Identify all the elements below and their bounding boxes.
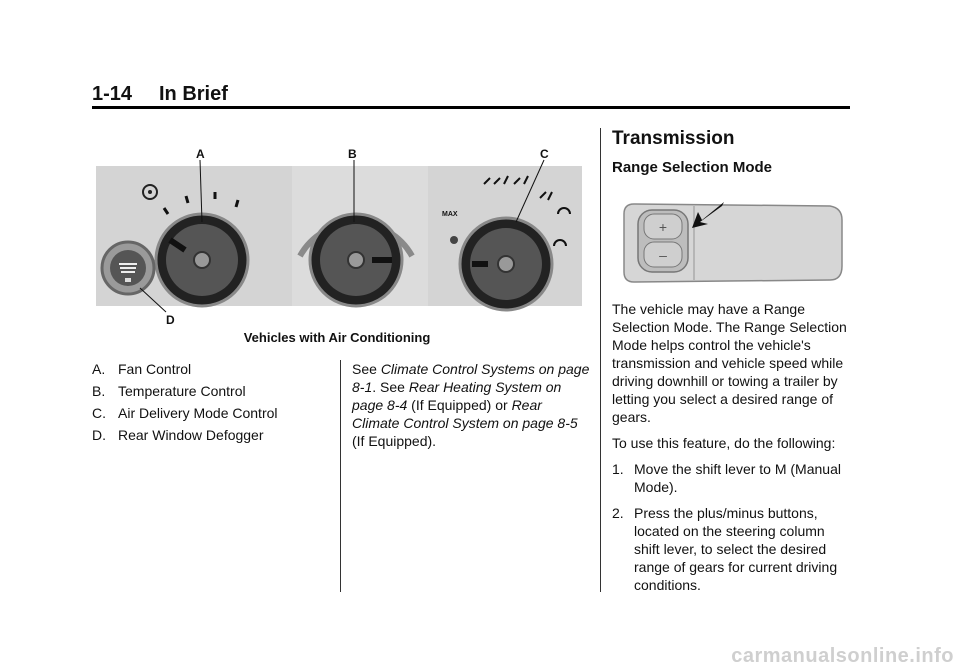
list-item: 2. Press the plus/minus buttons, located on the steering column shift lever, to select the desired range of gears for current driving conditions. [612,505,838,593]
shift-lever-figure [620,200,846,286]
callout-b: B [348,147,357,161]
transmission-body [612,300,854,602]
rear-defogger-button [102,242,154,294]
climate-control-figure [92,140,582,328]
climate-control-link[interactable]: Climate Control Systems on page 8-1 [352,361,590,395]
callout-c: C [540,147,549,161]
watermark: carmanualsonline.info [731,645,954,667]
legend-item: B. Temperature Control [92,383,246,399]
column-divider-left [340,360,341,592]
figure-caption: Vehicles with Air Conditioning [243,330,431,345]
range-selection-heading: Range Selection Mode [612,159,773,176]
section-title: In Brief [159,83,228,105]
minus-button: – [659,247,667,263]
use-feature-lead: To use this feature, do the following: [612,435,836,451]
steps-list [612,460,854,594]
cross-reference-text: See Climate Control Systems on page 8-1. See Rear Heating System on page 8-4 (If Equipped) or Rear Climate Control System on page 8-5 (If Equipped). [352,361,590,449]
max-label: MAX [442,211,458,218]
legend-item: C. Air Delivery Mode Control [92,405,278,421]
transmission-heading: Transmission [612,128,735,149]
callout-d: D [166,313,175,327]
legend-item: A. Fan Control [92,361,192,377]
page-number: 1-14 [92,83,133,105]
plus-button: + [658,219,668,235]
figure-legend [92,360,332,448]
callout-a: A [196,147,205,161]
rear-heating-link[interactable]: Rear Heating System on page 8-4 [352,379,562,413]
fan-control-knob [156,214,248,306]
page-header [92,80,850,109]
column-divider-right [600,128,601,592]
range-selection-intro: The vehicle may have a Range Selection Mode. The Range Selection Mode helps control the vehicle's transmission and vehicle speed while driving downhill or towing a trailer by letting you select a desired range of gears. [612,301,847,425]
rear-climate-link[interactable]: Rear Climate Control System on page 8-5 [352,397,578,431]
legend-item: D. Rear Window Defogger [92,427,264,443]
list-item: 1. Move the shift lever to M (Manual Mode). [612,461,841,495]
air-delivery-mode-knob [460,218,552,310]
